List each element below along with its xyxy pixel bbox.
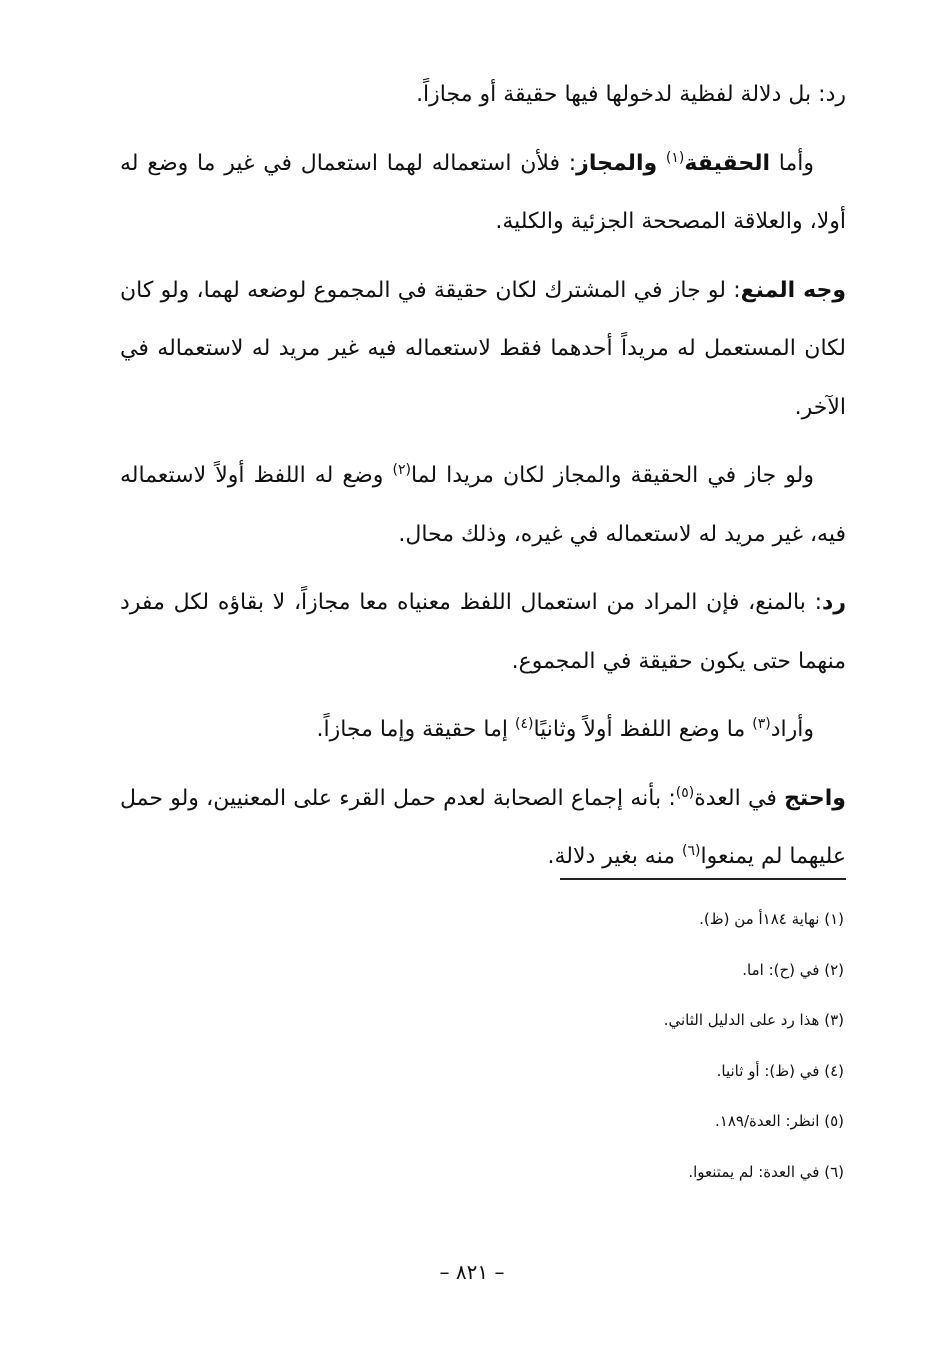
term-haqiqa: الحقيقة bbox=[684, 150, 771, 176]
paragraph-7 bbox=[120, 770, 846, 887]
paragraph-1 bbox=[120, 66, 846, 125]
paragraph-2-text: : فلأن استعماله لهما استعمال في غير ما وضع له أولا، والعلاقة المصححة الجزئية والكلية. bbox=[120, 150, 846, 234]
footnote-1: (١) نهاية ١٨٤أ من (ظ). bbox=[699, 910, 844, 928]
paragraph-6-prefix: وأراد bbox=[770, 717, 814, 742]
footnote-3: (٣) هذا رد على الدليل الثاني. bbox=[663, 1011, 844, 1029]
paragraph-4 bbox=[120, 447, 846, 564]
paragraph-5 bbox=[120, 574, 846, 691]
heading-wajh-al-man: وجه المنع bbox=[740, 277, 847, 303]
paragraph-2 bbox=[120, 135, 846, 252]
paragraph-6-text: إما حقيقة وإما مجازاً. bbox=[316, 717, 515, 742]
paragraph-3 bbox=[120, 262, 846, 438]
footnote-4: (٤) في (ظ): أو ثانيا. bbox=[716, 1061, 844, 1080]
paragraph-2-prefix: وأما bbox=[770, 150, 815, 176]
paragraph-4-prefix: ولو جاز في الحقيقة والمجاز لكان مريدا لما bbox=[410, 463, 814, 488]
footnote-separator bbox=[560, 878, 846, 880]
paragraph-4-text: وضع له اللفظ أولاً لاستعماله فيه، غير مريد له لاستعماله في غيره، وذلك محال. bbox=[120, 463, 846, 547]
footnote-ref-4: (٤) bbox=[515, 716, 534, 732]
main-text bbox=[120, 66, 846, 897]
footnote-ref-3: (٣) bbox=[752, 716, 771, 732]
paragraph-7-middle: : بأنه إجماع الصحابة لعدم حمل القرء على المعنيين، ولو حمل عليهما لم يمنعوا bbox=[120, 785, 846, 869]
term-majaz: والمجاز bbox=[576, 150, 658, 176]
paragraph-7-prefix: في العدة bbox=[694, 785, 785, 811]
footnote-ref-1: (١) bbox=[665, 149, 685, 166]
footnote-6: (٦) في العدة: لم يمتنعوا. bbox=[688, 1162, 844, 1181]
paragraph-5-text: : بالمنع، فإن المراد من استعمال اللفظ معنياه معا مجازاً، لا بقاؤه لكل مفرد منهما حتى يكون حقيقة في المجموع. bbox=[120, 590, 846, 674]
heading-ihtajja: واحتج bbox=[784, 785, 846, 811]
footnote-ref-5: (٥) bbox=[675, 784, 695, 801]
page-number: – ٨٢١ – bbox=[439, 1260, 505, 1284]
paragraph-7-text: منه بغير دلالة. bbox=[547, 844, 683, 869]
footnotes bbox=[300, 894, 844, 1197]
paragraph-3-text: : لو جاز في المشترك لكان حقيقة في المجموع لوضعه لهما، ولو كان لكان المستعمل له مريداً أحدهما فقط لاستعماله فيه غير مريد له لاستعماله في الآخر. bbox=[120, 277, 846, 420]
footnote-2: (٢) في (ح): اما. bbox=[742, 960, 844, 979]
footnote-ref-2: (٢) bbox=[392, 462, 411, 478]
footnote-5: (٥) انظر: العدة/١٨٩. bbox=[714, 1112, 844, 1130]
paragraph-6 bbox=[120, 701, 846, 760]
heading-radd: رد bbox=[822, 590, 846, 615]
space bbox=[657, 151, 666, 176]
paragraph-1-text: رد: بل دلالة لفظية لدخولها فيها حقيقة أو مجازاً. bbox=[416, 82, 846, 107]
footnote-ref-6: (٦) bbox=[682, 843, 701, 859]
paragraph-6-middle: ما وضع اللفظ أولاً وثانيًا bbox=[533, 717, 753, 742]
